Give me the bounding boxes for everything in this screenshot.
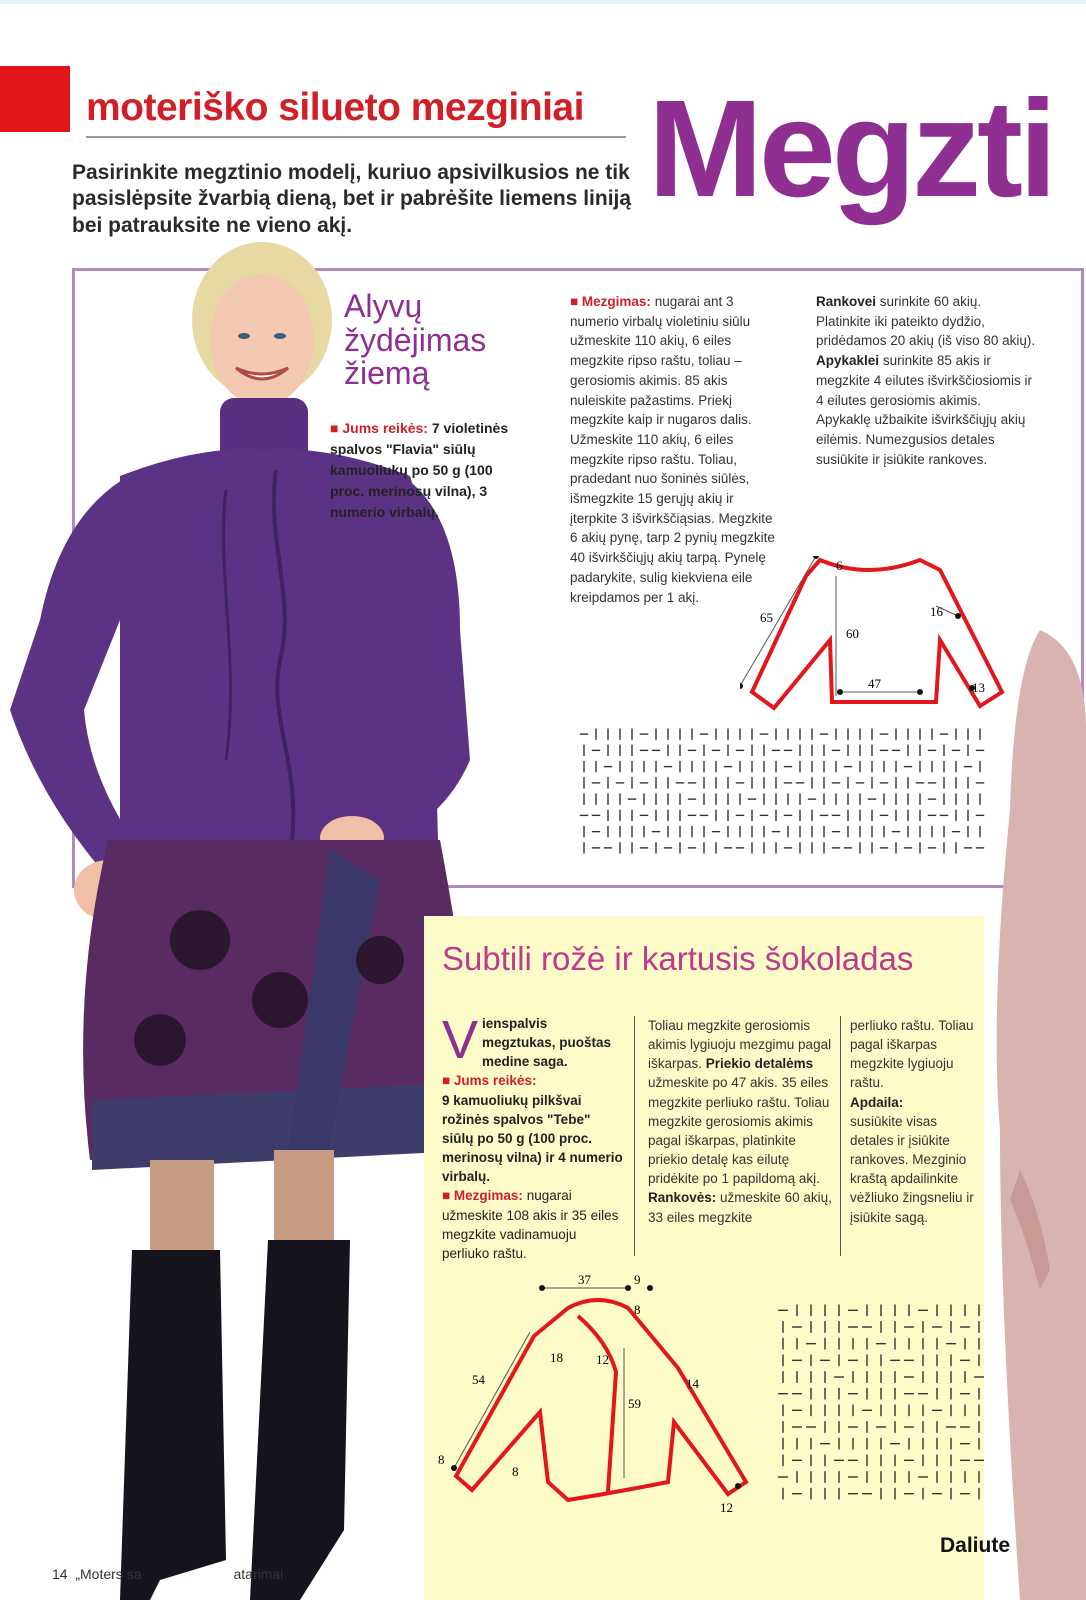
dim-label: 37 [578,1272,591,1287]
article2-col3 [850,1016,976,1227]
dim-label: 54 [472,1372,485,1387]
article2-col2 [648,1016,838,1227]
column-separator [840,1016,841,1256]
dim-label: 9 [634,1272,641,1287]
article1-title-line: Alyvų [344,288,423,324]
big-title: Megzti [648,72,1054,226]
cardigan-schematic [438,1272,768,1522]
bullet-square: ■ [442,1073,454,1089]
lead-paragraph: Pasirinkite megztinio modelį, kuriuo apsivilkusios ne tik pasislėpsite žvarbią dieną, bet ir pabrėšite liemens liniją bei patrauksite ne vieno akį. [72,161,632,237]
knit-text: nugarai ant 3 numerio virbalų violetiniu siūlu užmeskite 110 akių, 6 eiles megzkite ripso raštu, toliau – gerosiomis akimis. 85 akis nuleiskite pažastims. Priekį megzkite kaip ir nugaros dalis. Užmeskite 110 akių, 6 eiles megzkite ripso raštu. Toliau, pradedant nuo šoninės siūlės, išmegzkite 15 gerųjų akių ir įterpkite 3 išvirkščiąsias. Megzkite 6 akių pynę, tarp 2 pynių megzkite 40 išvirkščiųjų akių tarpą. Pynelę padarykite, sulig kiekviena eile kreipdamos per 1 akį. [570,294,775,605]
article2-col1 [442,1010,624,1263]
page-footer [52,1566,283,1582]
section-kicker: moteriško silueto mezginiai [86,86,584,129]
sleeve-text: surinkite 60 akių. Platinkite iki pateikto dydžio, pridėdamos 20 akių (iš viso 80 akių). [816,294,1036,349]
top-edge [0,0,1086,4]
page-number: 14 [52,1566,68,1582]
dim-label: 60 [846,626,859,641]
red-tab [0,66,70,132]
dim-label: 65 [760,610,773,625]
article2-title: Subtili rožė ir kartusis šokoladas [442,940,914,977]
dim-label: 8 [634,1302,641,1317]
sleeves-label: Rankovės: [648,1190,717,1206]
magazine-name: „Moters sa [75,1566,142,1582]
dim-label: 14 [686,1376,699,1391]
dim-label: 6 [836,558,843,573]
knit-label: Mezgimas: [453,1188,523,1204]
knitting-chart-2 [776,1302,986,1502]
dropcap: V [442,1010,479,1070]
signature-watermark: Daliute [940,1534,1011,1557]
col2-text: Toliau megzkite gerosiomis akimis lygiuoju mezgimu pagal iškarpas. [648,1018,832,1072]
finish-text: susiūkite visas detales ir įsiūkite rankoves. Mezginio kraštą apdailinkite vėžliuko žingsneliu ir įsiūkite sagą. [850,1113,974,1225]
article1-title [344,290,554,391]
front-text: užmeskite po 47 akis. 35 eiles megzkite perliuko raštu. Toliau megzkite gerosiomis akimis pagal iškarpas, platinkite priekio detalę kas eilutę pridėkite po 1 papildomą akį. [648,1075,830,1187]
second-model-photo [980,610,1086,1600]
col3-text: perliuko raštu. Toliau pagal iškarpas megzkite lygiuoju raštu. [850,1018,974,1091]
dim-label: 12 [720,1500,733,1515]
needs-text: 7 violetinės spalvos "Flavia" siūlų kamuoliukų po 50 g (100 proc. merinosų vilna), 3 numerio virbalų. [330,420,509,520]
kicker-underline [86,136,626,138]
column-separator [634,1016,635,1256]
needs-text: 9 kamuoliukų pilkšvai rožinės spalvos "Tebe" siūlų po 50 g (100 proc. merinosų vilna) ir 4 numerio virbalų. [442,1092,623,1185]
needs-label: Jums reikės: [453,1073,537,1089]
knit-label: Mezgimas: [581,294,651,309]
article1-needs [330,418,530,523]
needs-label: Jums reikės: [342,420,428,436]
sweater-schematic [740,556,1020,726]
dim-label: 47 [868,676,881,691]
bullet-square: ■ [570,294,582,309]
article1-title-line: žydėjimas [344,321,487,358]
bullet-square: ■ [330,420,343,436]
collar-label: Apykaklei [816,353,880,369]
dim-label: 59 [628,1396,641,1411]
dim-label: 13 [972,680,985,695]
intro-text: ienspalvis megztukas, puoštas medine saga. [482,1016,612,1070]
dim-label: 18 [550,1350,563,1365]
dim-label: 12 [596,1352,609,1367]
magazine-name-end: atarimai [233,1566,284,1582]
finish-label: Apdaila: [850,1094,904,1110]
dim-label: 16 [930,604,943,619]
knitting-chart-1 [578,726,986,856]
dim-label: 8 [438,1452,445,1467]
front-label: Priekio detalėms [705,1056,814,1072]
article1-col2 [816,292,1036,469]
sleeve-label: Rankovei [816,294,877,309]
dim-label: 8 [512,1464,519,1479]
bullet-square: ■ [442,1188,454,1204]
sleeves-text: užmeskite 60 akių, 33 eiles megzkite [648,1190,832,1225]
article1-title-line: žiemą [344,355,430,392]
collar-text: surinkite 85 akis ir megzkite 4 eilutes išvirkščiosiomis ir 4 eilutes gerosiomis akimis. Apykaklę užbaikite išvirkščiųjų akių eilėmis. Numezgusios detales susiūkite ir įsiūkite rankoves. [816,353,1033,467]
knit-text: nugarai užmeskite 108 akis ir 35 eiles megzkite vadinamuoju perliuko raštu. [442,1188,619,1261]
